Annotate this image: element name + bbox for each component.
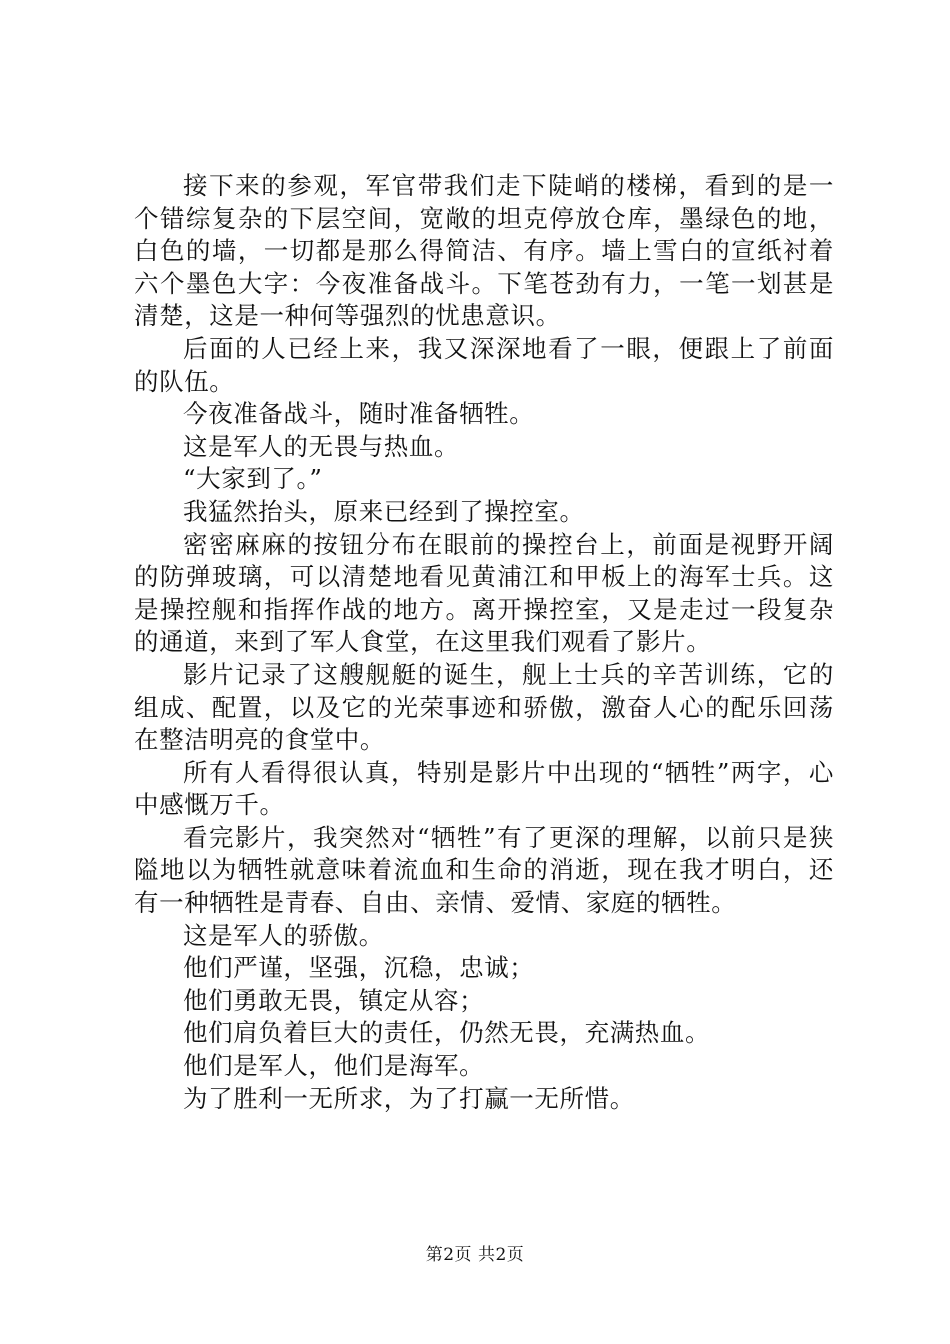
paragraph: 看完影片，我突然对“牺牲”有了更深的理解，以前只是狭隘地以为牺牲就意味着流血和生命的消逝，现在我才明白，还有一种牺牲是青春、自由、亲情、爱情、家庭的牺牲。 xyxy=(134,822,834,918)
paragraph: 密密麻麻的按钮分布在眼前的操控台上，前面是视野开阔的防弹玻璃，可以清楚地看见黄浦江和甲板上的海军士兵。这是操控舰和指挥作战的地方。离开操控室，又是走过一段复杂的通道，来到了军人食堂，在这里我们观看了影片。 xyxy=(134,529,834,657)
paragraph: 为了胜利一无所求，为了打赢一无所惜。 xyxy=(183,1083,635,1113)
paragraph: 今夜准备战斗，随时准备牺牲。 xyxy=(183,399,535,429)
paragraph: 后面的人已经上来，我又深深地看了一眼，便跟上了前面的队伍。 xyxy=(134,333,834,396)
paragraph: 影片记录了这艘舰艇的诞生，舰上士兵的辛苦训练，它的组成、配置，以及它的光荣事迹和骄傲，激奋人心的配乐回荡在整洁明亮的食堂中。 xyxy=(134,659,834,755)
paragraph: 他们严谨，坚强，沉稳，忠诚； xyxy=(183,953,535,983)
paragraph: 他们肩负着巨大的责任，仍然无畏，充满热血。 xyxy=(183,1018,711,1048)
paragraph: 所有人看得很认真，特别是影片中出现的“牺牲”两字，心中感慨万千。 xyxy=(134,757,834,820)
paragraph: “大家到了。” xyxy=(183,464,323,494)
paragraph: 接下来的参观，军官带我们走下陡峭的楼梯，看到的是一个错综复杂的下层空间，宽敞的坦克停放仓库，墨绿色的地，白色的墙，一切都是那么得简洁、有序。墙上雪白的宣纸衬着六个墨色大字：今夜准备战斗。下笔苍劲有力，一笔一划甚是清楚，这是一种何等强烈的忧患意识。 xyxy=(134,171,834,331)
paragraph: 他们是军人，他们是海军。 xyxy=(183,1051,485,1081)
paragraph: 他们勇敢无畏，镇定从容； xyxy=(183,985,485,1015)
paragraph: 这是军人的骄傲。 xyxy=(183,920,384,950)
page-footer: 第2页 共2页 xyxy=(425,1245,525,1265)
paragraph: 我猛然抬头，原来已经到了操控室。 xyxy=(183,496,585,526)
paragraph: 这是军人的无畏与热血。 xyxy=(183,431,460,461)
document-body xyxy=(134,170,834,1115)
